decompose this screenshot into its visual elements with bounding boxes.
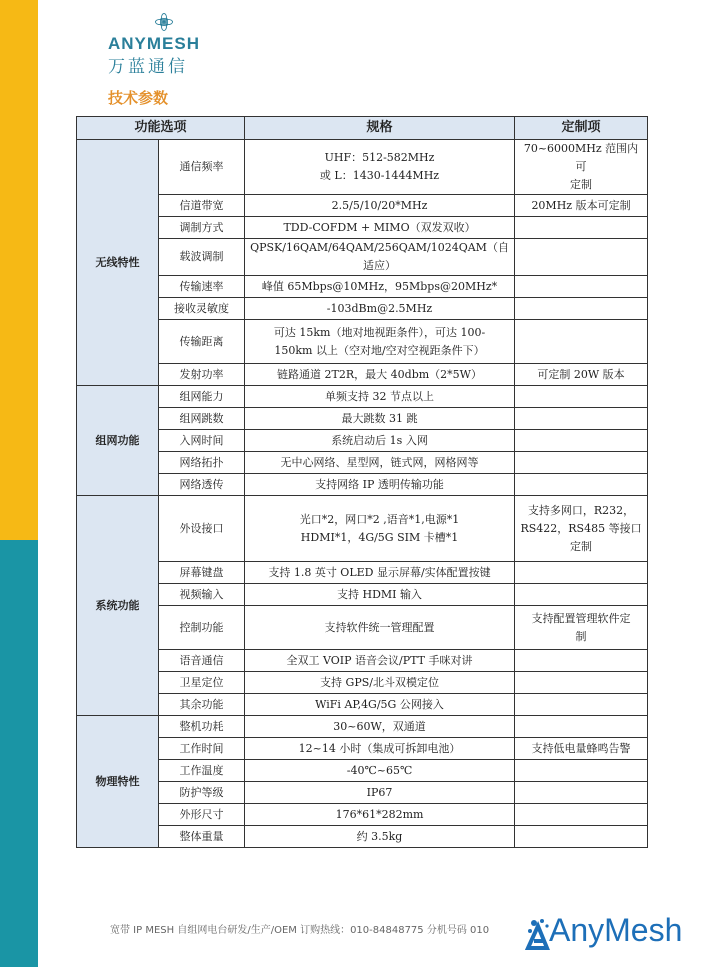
- spec-line: 30~60W，双通道: [333, 719, 426, 733]
- table-row: [77, 804, 648, 826]
- spec-cell: [245, 320, 515, 364]
- table-row: [77, 672, 648, 694]
- spec-line: 支持 GPS/北斗双模定位: [320, 675, 439, 689]
- table-row: [77, 474, 648, 496]
- spec-cell: [245, 650, 515, 672]
- custom-cell: [515, 804, 648, 826]
- spec-cell: [245, 562, 515, 584]
- spec-cell: [245, 826, 515, 848]
- table-row: [77, 239, 648, 276]
- spec-cell: [245, 430, 515, 452]
- custom-cell: [515, 195, 648, 217]
- custom-cell: [515, 650, 648, 672]
- custom-line: RS422，RS485 等接口: [520, 521, 642, 535]
- spec-line: 系统启动后 1s 入网: [331, 433, 428, 447]
- spec-line: 全双工 VOIP 语音会议/PTT 手咪对讲: [286, 653, 473, 667]
- table-row: [77, 782, 648, 804]
- item-cell: 控制功能: [159, 606, 245, 650]
- custom-cell: [515, 430, 648, 452]
- spec-cell: [245, 496, 515, 562]
- table-row: [77, 276, 648, 298]
- custom-cell: [515, 716, 648, 738]
- footer-contact-text: 宽带 IP MESH 自组网电台研发/生产/OEM 订购热线：010-84848775 分机号码 010: [110, 925, 490, 936]
- table-row: [77, 364, 648, 386]
- table-row: [77, 430, 648, 452]
- spec-cell: [245, 140, 515, 195]
- spec-cell: [245, 760, 515, 782]
- category-cell: 系统功能: [77, 496, 159, 716]
- table-row: [77, 320, 648, 364]
- spec-cell: [245, 606, 515, 650]
- item-cell: 外形尺寸: [159, 804, 245, 826]
- spec-line: 链路通道 2T2R，最大 40dbm（2*5W）: [277, 367, 482, 381]
- custom-cell: [515, 826, 648, 848]
- spec-cell: [245, 672, 515, 694]
- spec-line: 约 3.5kg: [356, 829, 403, 843]
- custom-line: 可定制 20W 版本: [537, 367, 625, 381]
- table-row: [77, 606, 648, 650]
- spec-cell: [245, 239, 515, 276]
- item-cell: 接收灵敏度: [159, 298, 245, 320]
- item-cell: 整体重量: [159, 826, 245, 848]
- custom-cell: [515, 606, 648, 650]
- custom-cell: [515, 239, 648, 276]
- item-cell: 其余功能: [159, 694, 245, 716]
- custom-cell: [515, 584, 648, 606]
- spec-cell: [245, 782, 515, 804]
- spec-line: 支持网络 IP 透明传输功能: [315, 477, 444, 491]
- company-logo: [108, 12, 218, 77]
- spec-cell: [245, 298, 515, 320]
- spec-line: 或 L：1430-1444MHz: [319, 169, 440, 182]
- item-cell: 工作温度: [159, 760, 245, 782]
- table-row: [77, 140, 648, 195]
- table-row: [77, 452, 648, 474]
- spec-line: 支持 HDMI 输入: [337, 587, 423, 601]
- spec-cell: [245, 195, 515, 217]
- table-row: [77, 760, 648, 782]
- spec-line: -40℃~65℃: [346, 763, 413, 777]
- item-cell: 传输距离: [159, 320, 245, 364]
- spec-cell: [245, 804, 515, 826]
- header-feature: 功能选项: [77, 117, 245, 140]
- table-row: [77, 217, 648, 239]
- spec-line: 12~14 小时（集成可拆卸电池）: [298, 741, 461, 755]
- left-accent-bar-yellow: [0, 0, 38, 540]
- custom-cell: [515, 672, 648, 694]
- custom-line: 定制: [570, 178, 593, 191]
- custom-line: 制: [575, 629, 587, 643]
- item-cell: 视频输入: [159, 584, 245, 606]
- custom-line: 20MHz 版本可定制: [531, 198, 631, 212]
- footer-wordmark: AnyMesh: [549, 912, 683, 948]
- item-cell: 工作时间: [159, 738, 245, 760]
- item-cell: 外设接口: [159, 496, 245, 562]
- item-cell: 防护等级: [159, 782, 245, 804]
- item-cell: 卫星定位: [159, 672, 245, 694]
- table-row: [77, 716, 648, 738]
- logo-chinese-text: 万蓝通信: [108, 57, 188, 77]
- logo-english-text: ANYMESH: [108, 34, 201, 53]
- custom-cell: [515, 452, 648, 474]
- spec-cell: [245, 276, 515, 298]
- table-row: [77, 694, 648, 716]
- custom-cell: [515, 474, 648, 496]
- section-title: 技术参数: [108, 89, 169, 107]
- spec-line: IP67: [366, 785, 393, 799]
- table-row: [77, 738, 648, 760]
- spec-cell: [245, 408, 515, 430]
- custom-line: 支持多网口，R232，: [527, 503, 635, 517]
- table-row: [77, 496, 648, 562]
- spec-cell: [245, 452, 515, 474]
- custom-cell: [515, 140, 648, 195]
- table-header-row: [77, 117, 648, 140]
- spec-line: 无中心网络、星型网，链式网，网格网等: [280, 455, 479, 469]
- item-cell: 调制方式: [159, 217, 245, 239]
- spec-cell: [245, 386, 515, 408]
- spec-line: 最大跳数 31 跳: [341, 411, 418, 425]
- custom-cell: [515, 320, 648, 364]
- item-cell: 网络拓扑: [159, 452, 245, 474]
- spec-line: 2.5/5/10/20*MHz: [331, 198, 428, 212]
- spec-cell: [245, 738, 515, 760]
- item-cell: 组网能力: [159, 386, 245, 408]
- spec-cell: [245, 584, 515, 606]
- custom-cell: [515, 364, 648, 386]
- spec-line: HDMI*1，4G/5G SIM 卡槽*1: [300, 530, 459, 544]
- spec-line: 176*61*282mm: [335, 807, 424, 821]
- spec-line: 150km 以上（空对地/空对空视距条件下）: [274, 343, 485, 357]
- spec-line: WiFi AP,4G/5G 公网接入: [315, 697, 444, 711]
- custom-cell: [515, 408, 648, 430]
- table-row: [77, 562, 648, 584]
- item-cell: 网络透传: [159, 474, 245, 496]
- spec-line: 支持软件统一管理配置: [324, 620, 435, 634]
- item-cell: 信道带宽: [159, 195, 245, 217]
- spec-line: 光口*2，网口*2 ,语音*1,电源*1: [299, 512, 460, 526]
- custom-cell: [515, 738, 648, 760]
- custom-cell: [515, 217, 648, 239]
- custom-line: 定制: [570, 539, 593, 553]
- spec-table: [76, 116, 648, 848]
- table-row: [77, 386, 648, 408]
- custom-cell: [515, 386, 648, 408]
- custom-cell: [515, 562, 648, 584]
- header-custom: 定制项: [515, 117, 648, 140]
- spec-line: 单频支持 32 节点以上: [325, 389, 435, 403]
- spec-line: 支持 1.8 英寸 OLED 显示屏幕/实体配置按键: [268, 565, 491, 579]
- custom-cell: [515, 782, 648, 804]
- custom-line: 70~6000MHz 范围内可: [523, 142, 639, 173]
- spec-cell: [245, 694, 515, 716]
- item-cell: 整机功耗: [159, 716, 245, 738]
- custom-line: 支持配置管理软件定: [531, 611, 631, 625]
- custom-line: 支持低电量蜂鸣告警: [531, 741, 631, 755]
- item-cell: 屏幕键盘: [159, 562, 245, 584]
- left-accent-bar-teal: [0, 540, 38, 967]
- table-row: [77, 584, 648, 606]
- item-cell: 载波调制: [159, 239, 245, 276]
- spec-line: QPSK/16QAM/64QAM/256QAM/1024QAM（自适应）: [250, 241, 509, 272]
- custom-cell: [515, 298, 648, 320]
- header-spec: 规格: [245, 117, 515, 140]
- spec-line: 可达 15km（地对地视距条件），可达 100-: [273, 325, 486, 339]
- spec-cell: [245, 364, 515, 386]
- spec-cell: [245, 716, 515, 738]
- custom-cell: [515, 694, 648, 716]
- item-cell: 语音通信: [159, 650, 245, 672]
- table-row: [77, 650, 648, 672]
- item-cell: 入网时间: [159, 430, 245, 452]
- item-cell: 组网跳数: [159, 408, 245, 430]
- spec-cell: [245, 474, 515, 496]
- spec-line: 峰值 65Mbps@10MHz，95Mbps@20MHz*: [261, 279, 498, 293]
- category-cell: 无线特性: [77, 140, 159, 386]
- item-cell: 发射功率: [159, 364, 245, 386]
- table-row: [77, 195, 648, 217]
- flower-logo-icon: [154, 12, 174, 32]
- spec-line: UHF：512-582MHz: [324, 151, 435, 164]
- custom-cell: [515, 276, 648, 298]
- spec-line: TDD-COFDM + MIMO（双发双收）: [283, 220, 476, 234]
- spec-line: -103dBm@2.5MHz: [326, 301, 433, 315]
- table-row: [77, 298, 648, 320]
- spec-cell: [245, 217, 515, 239]
- category-cell: 组网功能: [77, 386, 159, 496]
- item-cell: 通信频率: [159, 140, 245, 195]
- item-cell: 传输速率: [159, 276, 245, 298]
- custom-cell: [515, 496, 648, 562]
- table-row: [77, 826, 648, 848]
- custom-cell: [515, 760, 648, 782]
- table-row: [77, 408, 648, 430]
- footer-logo: [525, 910, 705, 954]
- category-cell: 物理特性: [77, 716, 159, 848]
